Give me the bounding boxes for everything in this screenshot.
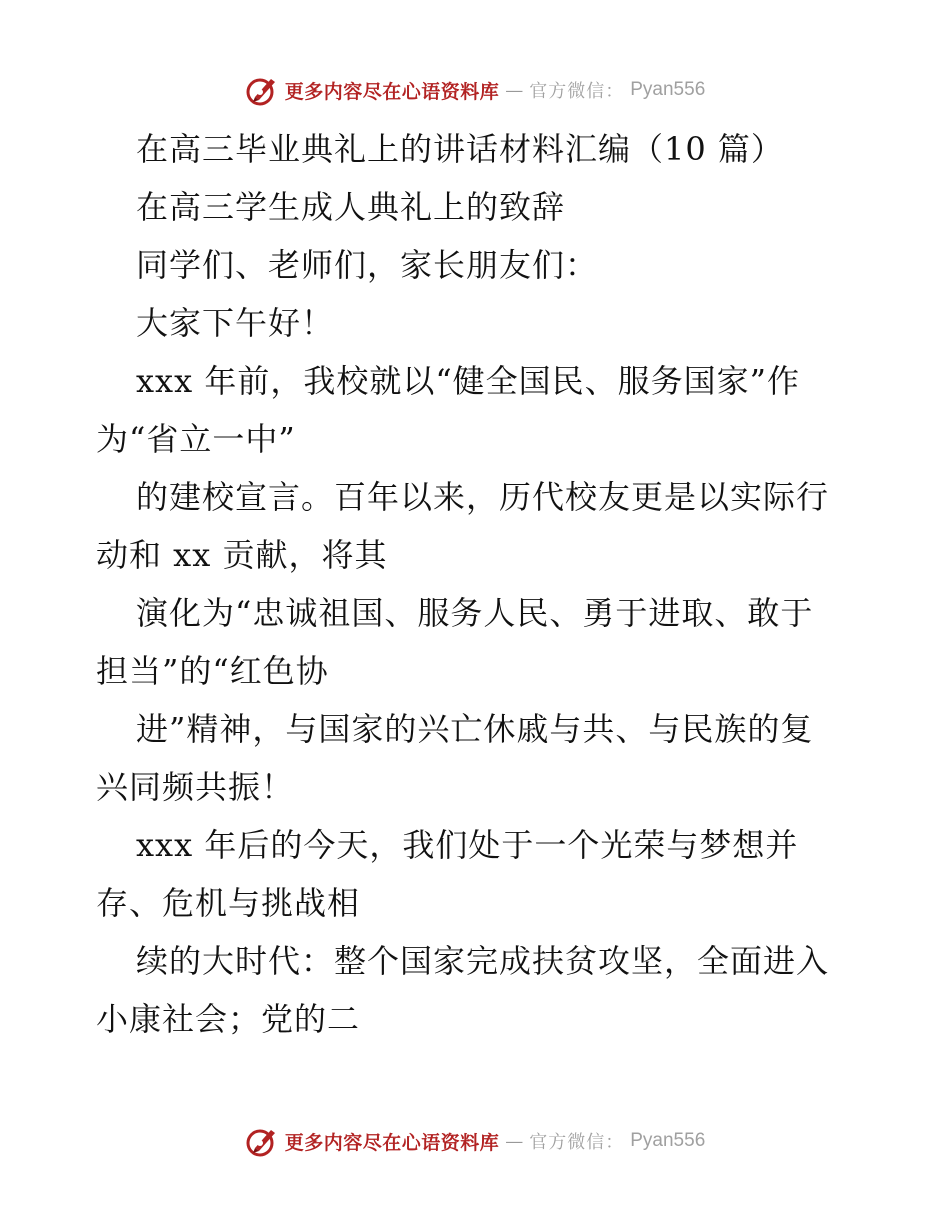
watermark-brand-text: 更多内容尽在心语资料库 (284, 80, 500, 103)
speech-title: 在高三学生成人典礼上的致辞 (136, 188, 566, 226)
text-line: 的建校宣言。百年以来，历代校友更是以实际行 (136, 478, 830, 516)
watermark-brand-text: 更多内容尽在心语资料库 (284, 1131, 500, 1154)
watermark-wechat-label: 官方微信： (529, 81, 625, 102)
text-line: 为“省立一中” (96, 420, 296, 458)
text-line: 兴同频共振！ (96, 768, 295, 806)
text-line: xxx 年前，我校就以“健全国民、服务国家”作 (136, 362, 801, 400)
text-line: 演化为“忠诚祖国、服务人民、勇于进取、敢于 (136, 594, 814, 632)
watermark-wechat-id: Pyan556 (630, 79, 706, 100)
pen-logo-icon (245, 1124, 279, 1158)
text-line: 动和 xx 贡献，将其 (96, 536, 388, 574)
text-line: xxx 年后的今天，我们处于一个光荣与梦想并 (136, 826, 799, 864)
footer-watermark (0, 1121, 950, 1161)
salutation: 同学们、老师们，家长朋友们： (136, 246, 599, 284)
text-line: 担当”的“红色协 (96, 652, 329, 690)
watermark-separator: — (505, 1130, 524, 1152)
document-title: 在高三毕业典礼上的讲话材料汇编（10 篇） (136, 130, 784, 168)
watermark-wechat-label: 官方微信： (529, 1132, 625, 1153)
text-line: 进”精神，与国家的兴亡休戚与共、与民族的复 (136, 710, 814, 748)
watermark-separator: — (505, 79, 524, 101)
document-body (96, 120, 856, 1048)
text-line: 续的大时代：整个国家完成扶贫攻坚，全面进入 (136, 942, 830, 980)
header-watermark (0, 70, 950, 110)
watermark-wechat-id: Pyan556 (630, 1130, 706, 1151)
pen-logo-icon (245, 73, 279, 107)
text-line: 存、危机与挑战相 (96, 884, 361, 922)
text-line: 小康社会；党的二 (96, 1000, 361, 1038)
greeting: 大家下午好！ (136, 304, 335, 342)
